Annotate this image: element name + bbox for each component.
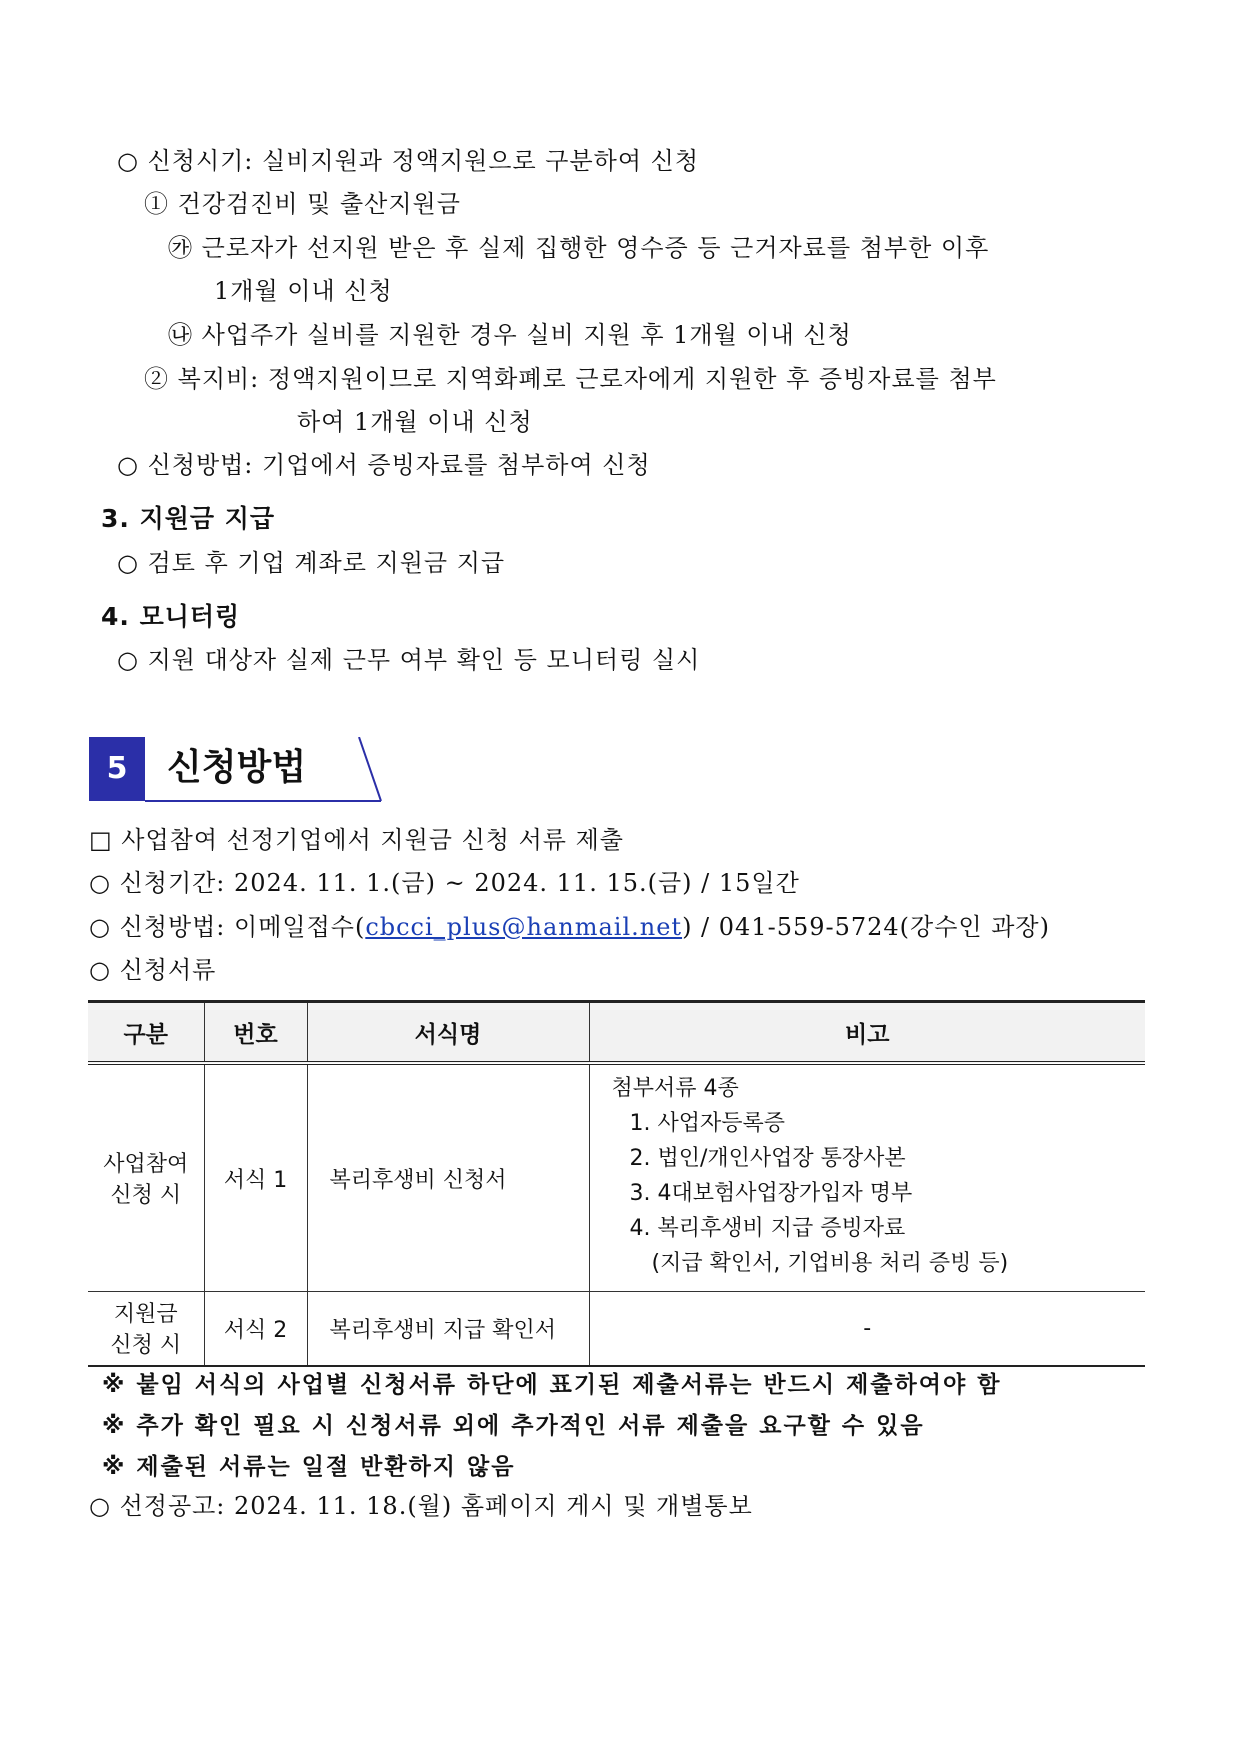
- note-line: ※ 추가 확인 필요 시 신청서류 외에 추가적인 서류 제출을 요구할 수 있음: [102, 1413, 925, 1439]
- row-number: 서식 2: [204, 1292, 307, 1366]
- timing-item-1a: ㉮ 근로자가 선지원 받은 후 실제 집행한 영수증 등 근거자료를 첨부한 이후: [168, 234, 990, 262]
- section-4-heading: 4. 모니터링: [101, 602, 241, 631]
- category-line: 신청 시: [110, 1333, 182, 1359]
- timing-item-1a-cont: 1개월 이내 신청: [214, 277, 393, 305]
- row-category: [88, 1063, 204, 1292]
- submit-line: □ 사업참여 선정기업에서 지원금 신청 서류 제출: [89, 826, 624, 854]
- category-line: 신청 시: [110, 1183, 182, 1208]
- timing-line: ○ 신청시기: 실비지원과 정액지원으로 구분하여 신청: [117, 147, 700, 175]
- note-line: ※ 붙임 서식의 사업별 신청서류 하단에 표기된 제출서류는 반드시 제출하여야 함: [102, 1372, 1002, 1398]
- table-row: [88, 1292, 1145, 1366]
- category-line: 지원금: [113, 1302, 178, 1328]
- section-3-item: ○ 검토 후 기업 계좌로 지원금 지급: [117, 549, 506, 577]
- header-form: 서식명: [307, 1002, 589, 1064]
- contact-prefix: ○ 신청방법: 이메일접수(: [89, 913, 366, 941]
- header-category: 구분: [88, 1002, 204, 1064]
- category-line: 사업참여: [103, 1152, 189, 1177]
- attachment-item: 3. 4대보험사업장가입자 명부: [629, 1181, 913, 1206]
- contact-line: [89, 910, 1050, 944]
- attachment-item: 4. 복리후생비 지급 증빙자료: [629, 1216, 906, 1241]
- section-5-header: [89, 737, 389, 803]
- attachment-title: 첨부서류 4종: [611, 1076, 739, 1101]
- contact-suffix: ) / 041-559-5724(강수인 과장): [682, 913, 1050, 941]
- timing-item-1b: ㉯ 사업주가 실비를 지원한 경우 실비 지원 후 1개월 이내 신청: [168, 321, 852, 349]
- table-row: [88, 1063, 1145, 1292]
- email-link[interactable]: cbcci_plus@hanmail.net: [365, 913, 683, 941]
- method-line: ○ 신청방법: 기업에서 증빙자료를 첨부하여 신청: [117, 451, 651, 479]
- row-category: [88, 1292, 204, 1366]
- table-header-row: [88, 1002, 1145, 1064]
- timing-item-2: ② 복지비: 정액지원이므로 지역화폐로 근로자에게 지원한 후 증빙자료를 첨부: [144, 365, 997, 393]
- section-3-heading: 3. 지원금 지급: [101, 504, 276, 533]
- section-number: 5: [89, 737, 145, 801]
- docs-line: ○ 신청서류: [89, 956, 217, 984]
- timing-item-2-cont: 하여 1개월 이내 신청: [297, 408, 533, 436]
- note-line: ※ 제출된 서류는 일절 반환하지 않음: [102, 1454, 516, 1480]
- attachment-item: (지급 확인서, 기업비용 처리 증빙 등): [651, 1251, 1009, 1276]
- period-line: ○ 신청기간: 2024. 11. 1.(금) ~ 2024. 11. 15.(금) / 15일간: [89, 869, 800, 897]
- attachment-item: 2. 법인/개인사업장 통장사본: [629, 1146, 906, 1171]
- header-note: 비고: [589, 1002, 1145, 1064]
- timing-item-1: ① 건강검진비 및 출산지원금: [144, 190, 461, 218]
- documents-table: [88, 1000, 1145, 1367]
- row-note: [589, 1063, 1145, 1292]
- row-form: 복리후생비 신청서: [307, 1063, 589, 1292]
- row-number: 서식 1: [204, 1063, 307, 1292]
- section-4-item: ○ 지원 대상자 실제 근무 여부 확인 등 모니터링 실시: [117, 646, 701, 674]
- header-number: 번호: [204, 1002, 307, 1064]
- announce-line: ○ 선정공고: 2024. 11. 18.(월) 홈페이지 게시 및 개별통보: [89, 1492, 753, 1520]
- section-title: 신청방법: [167, 747, 307, 788]
- row-form: 복리후생비 지급 확인서: [307, 1292, 589, 1366]
- attachment-item: 1. 사업자등록증: [629, 1111, 785, 1136]
- row-note: -: [589, 1292, 1145, 1366]
